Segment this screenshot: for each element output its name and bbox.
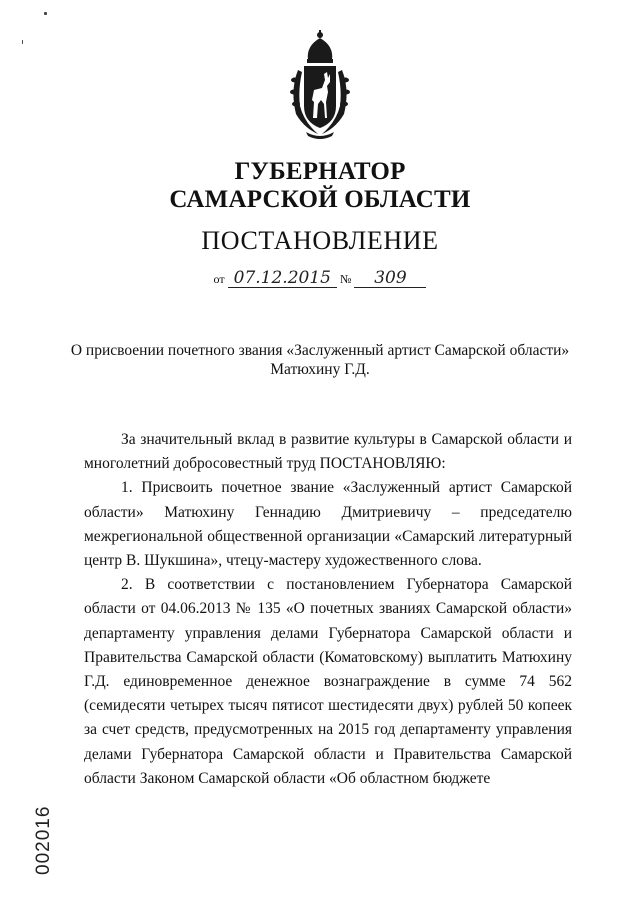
date-prefix: от: [213, 272, 225, 286]
number-prefix: №: [339, 272, 352, 286]
document-type: ПОСТАНОВЛЕНИЕ: [201, 226, 439, 255]
scan-speck: [44, 12, 47, 15]
document-number: 309: [354, 269, 426, 288]
subject-line: Матюхину Г.Д.: [270, 361, 370, 378]
document-subject: [60, 341, 580, 379]
document-date: 07.12.2015: [228, 269, 337, 288]
samara-coat-of-arms-icon: [288, 30, 352, 142]
document-body: [84, 428, 572, 791]
subject-line: О присвоении почетного звания «Заслуженный артист Самарской области»: [70, 342, 570, 359]
body-paragraph: За значительный вклад в развитие культуры в Самарской области и многолетний добросовестный труд ПОСТАНОВЛЯЮ:: [84, 431, 572, 473]
scan-speck: [22, 40, 23, 44]
crown-icon: [307, 30, 333, 63]
authority-title: ГУБЕРНАТОР: [234, 158, 406, 185]
authority-region: САМАРСКОЙ ОБЛАСТИ: [169, 186, 471, 213]
body-paragraph: 2. В соответствии с постановлением Губернатора Самарской области от 04.06.2013 № 135 «О почетных званиях Самарской области» департаменту управления делами Губернатора Самарской области и Правительства Самарской области (Коматовскому) выплатить Матюхину Г.Д. единовременное денежное вознаграждение в сумме 74 562 (семидесяти четырех тысяч пятисот шестидесяти двух) рублей 50 копеек за счет средств, предусмотренных на 2015 год департаменту управления делами Губернатора Самарской области и Правительства Самарской области Законом Самарской области «Об областном бюджете: [84, 576, 572, 787]
date-number-line: [0, 269, 640, 291]
archive-number-stamp: 002016: [33, 805, 54, 875]
body-paragraph: 1. Присвоить почетное звание «Заслуженный артист Самарской области» Матюхину Геннадию Дмитриевичу – председателю межрегиональной общественной организации «Самарский литературный центр В. Шукшина», чтецу-мастеру художественного слова.: [84, 479, 572, 570]
